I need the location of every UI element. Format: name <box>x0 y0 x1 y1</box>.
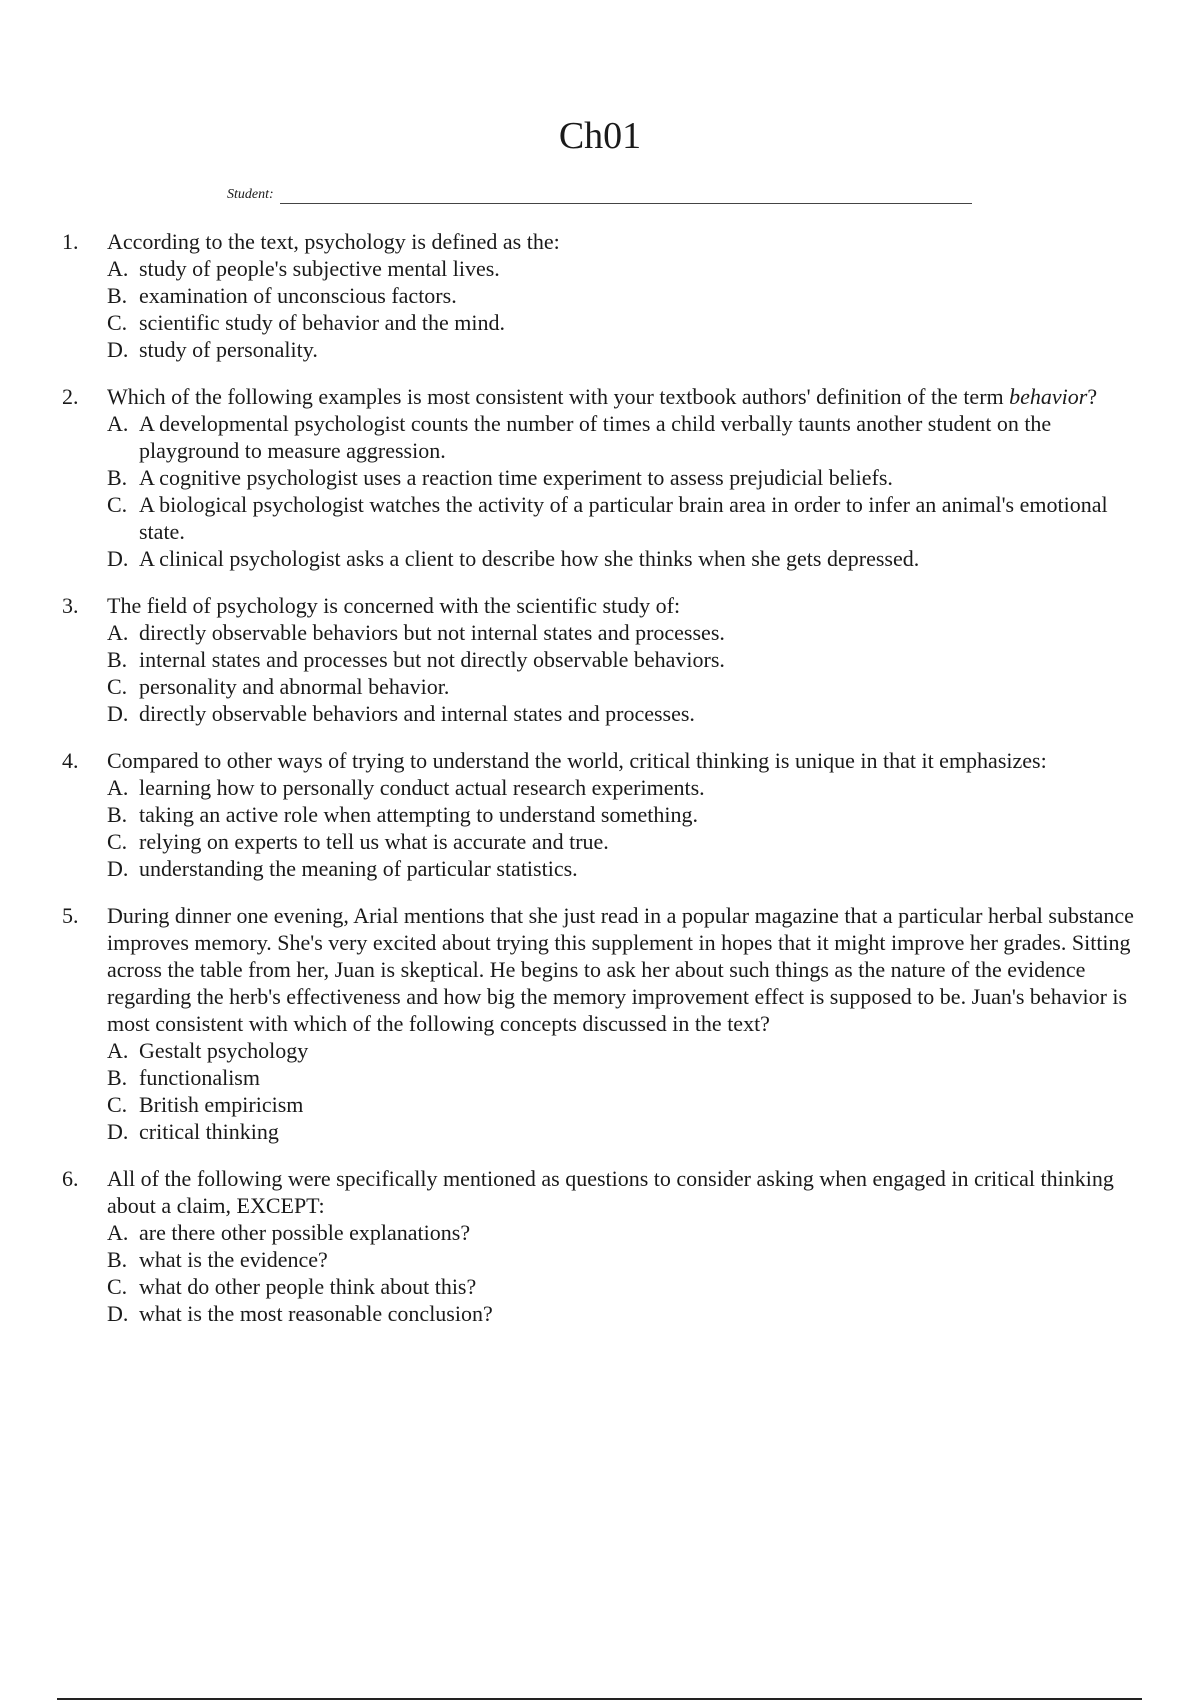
option-list <box>107 1219 1137 1327</box>
question-number: 4. <box>62 748 79 773</box>
question-number: 3. <box>62 593 79 618</box>
option-text: what do other people think about this? <box>139 1274 477 1299</box>
option-text: taking an active role when attempting to understand something. <box>139 802 699 827</box>
option-text: scientific study of behavior and the mind. <box>139 310 505 335</box>
option-list <box>107 619 1137 727</box>
option-text: what is the evidence? <box>139 1247 328 1272</box>
option-c[interactable] <box>107 673 1137 700</box>
question-2 <box>0 383 1200 572</box>
option-letter: B. <box>107 465 128 490</box>
option-text: directly observable behaviors and internal states and processes. <box>139 701 695 726</box>
option-d[interactable] <box>107 336 1137 363</box>
option-text: internal states and processes but not directly observable behaviors. <box>139 647 725 672</box>
option-letter: D. <box>107 1301 129 1326</box>
option-a[interactable] <box>107 619 1137 646</box>
question-number: 2. <box>62 384 79 409</box>
question-number: 6. <box>62 1166 79 1191</box>
option-text: learning how to personally conduct actual research experiments. <box>139 775 705 800</box>
option-text: examination of unconscious factors. <box>139 283 457 308</box>
option-letter: C. <box>107 1092 128 1117</box>
student-label: Student: <box>227 187 274 202</box>
option-a[interactable] <box>107 1037 1137 1064</box>
option-letter: D. <box>107 1119 129 1144</box>
student-name-field[interactable] <box>227 184 972 204</box>
option-text: critical thinking <box>139 1119 279 1144</box>
option-list <box>107 1037 1137 1145</box>
option-letter: D. <box>107 856 129 881</box>
option-b[interactable] <box>107 1064 1137 1091</box>
option-text: personality and abnormal behavior. <box>139 674 450 699</box>
option-b[interactable] <box>107 282 1137 309</box>
option-b[interactable] <box>107 464 1137 491</box>
option-letter: D. <box>107 546 129 571</box>
option-letter: D. <box>107 701 129 726</box>
option-d[interactable] <box>107 1118 1137 1145</box>
option-text: British empiricism <box>139 1092 304 1117</box>
option-b[interactable] <box>107 801 1137 828</box>
option-d[interactable] <box>107 545 1137 572</box>
option-letter: A. <box>107 620 129 645</box>
option-text: what is the most reasonable conclusion? <box>139 1301 493 1326</box>
question-text-main: Which of the following examples is most consistent with your textbook authors' definition of the term <box>107 384 1004 409</box>
option-d[interactable] <box>107 1300 1137 1327</box>
option-letter: B. <box>107 1065 128 1090</box>
option-letter: B. <box>107 802 128 827</box>
question-text <box>107 383 1137 410</box>
option-list <box>107 774 1137 882</box>
option-letter: A. <box>107 1220 129 1245</box>
question-number: 5. <box>62 903 79 928</box>
option-letter: B. <box>107 647 128 672</box>
option-c[interactable] <box>107 1091 1137 1118</box>
question-text: All of the following were specifically mentioned as questions to consider asking when engaged in critical thinking about a claim, EXCEPT: <box>107 1166 1114 1218</box>
option-d[interactable] <box>107 700 1137 727</box>
option-b[interactable] <box>107 646 1137 673</box>
option-letter: B. <box>107 1247 128 1272</box>
question-text: The field of psychology is concerned with the scientific study of: <box>107 593 681 618</box>
question-term-italic: behavior <box>1009 384 1088 409</box>
option-c[interactable] <box>107 1273 1137 1300</box>
option-list <box>107 410 1137 572</box>
option-text: study of personality. <box>139 337 318 362</box>
question-4 <box>0 747 1200 882</box>
option-text: A clinical psychologist asks a client to describe how she thinks when she gets depressed. <box>139 546 920 571</box>
page-title: Ch01 <box>558 115 642 157</box>
option-letter: C. <box>107 674 128 699</box>
option-c[interactable] <box>107 491 1137 545</box>
option-a[interactable] <box>107 774 1137 801</box>
question-3 <box>0 592 1200 727</box>
option-letter: A. <box>107 1038 129 1063</box>
option-text: A biological psychologist watches the activity of a particular brain area in order to infer an animal's emotional state. <box>139 492 1108 544</box>
option-letter: C. <box>107 829 128 854</box>
option-text: understanding the meaning of particular statistics. <box>139 856 578 881</box>
option-letter: C. <box>107 310 128 335</box>
option-text: Gestalt psychology <box>139 1038 309 1063</box>
option-a[interactable] <box>107 410 1137 464</box>
option-c[interactable] <box>107 828 1137 855</box>
option-text: study of people's subjective mental lives. <box>139 256 500 281</box>
option-letter: D. <box>107 337 129 362</box>
question-text: According to the text, psychology is defined as the: <box>107 229 560 254</box>
option-a[interactable] <box>107 1219 1137 1246</box>
option-c[interactable] <box>107 309 1137 336</box>
option-text: directly observable behaviors but not internal states and processes. <box>139 620 725 645</box>
question-text-end: ? <box>1087 384 1098 409</box>
option-a[interactable] <box>107 255 1137 282</box>
question-text: During dinner one evening, Arial mentions that she just read in a popular magazine that a particular herbal substance improves memory. She's very excited about trying this supplement in hopes that it might improve her grades. Sitting across the table from her, Juan is skeptical. He begins to ask her about such things as the nature of the evidence regarding the herb's effectiveness and how big the memory improvement effect is supposed to be. Juan's behavior is most consistent with which of the following concepts discussed in the text? <box>107 903 1134 1036</box>
option-list <box>107 255 1137 363</box>
option-letter: A. <box>107 411 129 436</box>
option-text: relying on experts to tell us what is accurate and true. <box>139 829 609 854</box>
question-1 <box>0 228 1200 363</box>
option-letter: A. <box>107 775 129 800</box>
option-text: are there other possible explanations? <box>139 1220 471 1245</box>
option-text: functionalism <box>139 1065 260 1090</box>
question-text: Compared to other ways of trying to understand the world, critical thinking is unique in that it emphasizes: <box>107 748 1047 773</box>
option-text: A developmental psychologist counts the number of times a child verbally taunts another student on the playground to measure aggression. <box>139 411 1052 463</box>
option-letter: C. <box>107 1274 128 1299</box>
option-letter: A. <box>107 256 129 281</box>
option-text: A cognitive psychologist uses a reaction time experiment to assess prejudicial beliefs. <box>139 465 893 490</box>
question-6 <box>0 1165 1200 1327</box>
option-letter: B. <box>107 283 128 308</box>
option-d[interactable] <box>107 855 1137 882</box>
question-number: 1. <box>62 229 79 254</box>
student-name-line[interactable] <box>280 189 972 204</box>
question-5 <box>0 902 1200 1145</box>
option-b[interactable] <box>107 1246 1137 1273</box>
option-letter: C. <box>107 492 128 517</box>
question-list <box>0 228 1200 1347</box>
